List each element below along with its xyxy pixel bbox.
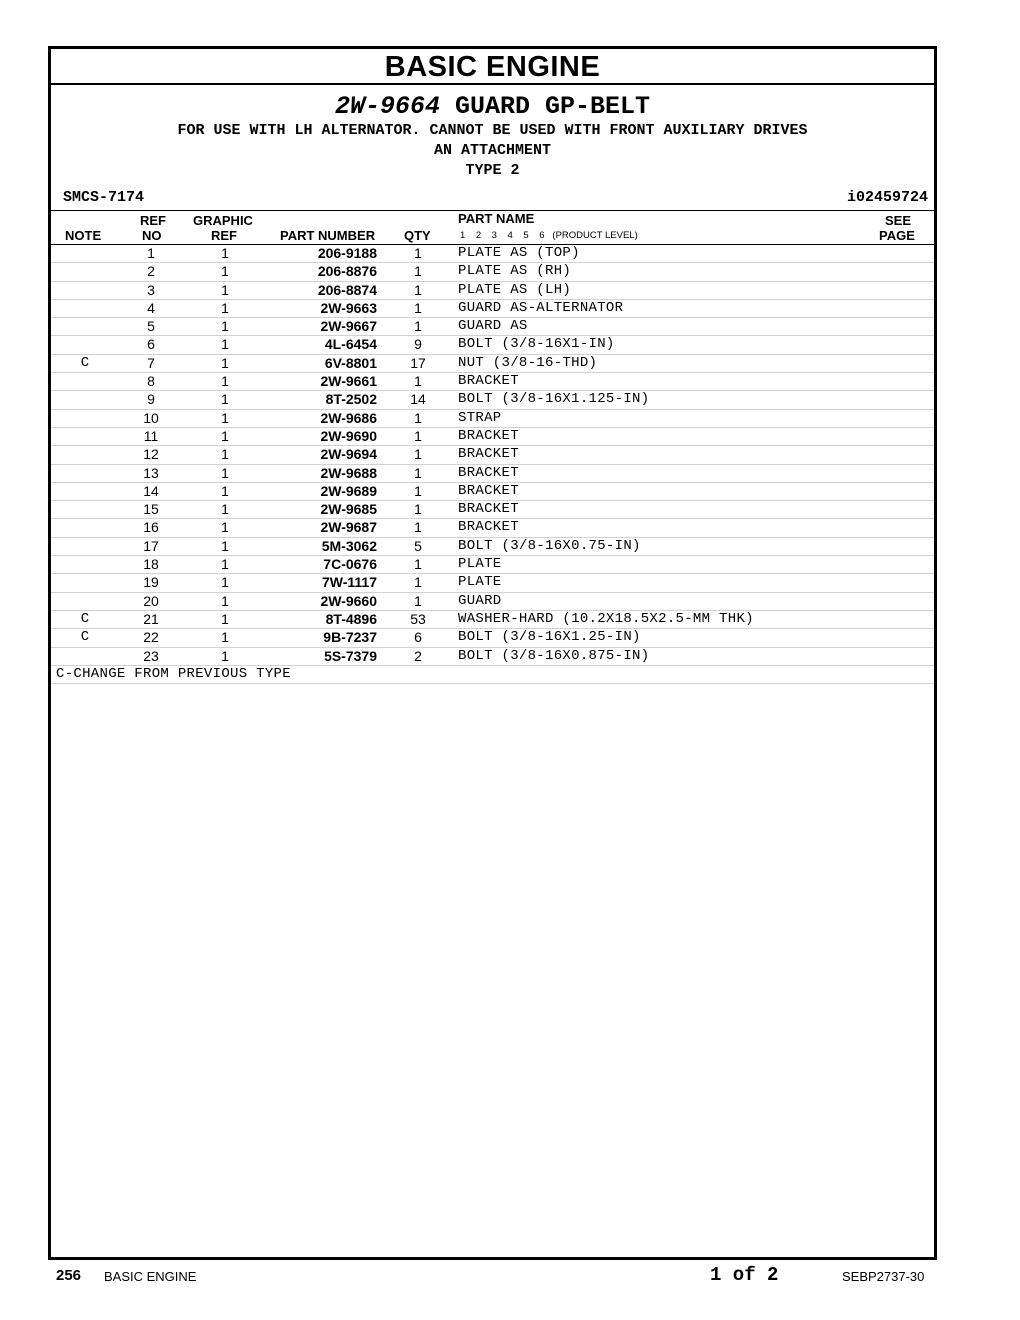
header-graphic-ref-line1: GRAPHIC (193, 213, 253, 228)
qty-cell: 1 (414, 574, 422, 591)
part-number-cell: 8T-2502 (325, 391, 377, 408)
part-number-cell: 2W-9663 (320, 299, 377, 316)
group-number: 2W-9664 (334, 92, 440, 121)
part-name-cell: NUT (3/8-16-THD) (458, 354, 598, 371)
part-name-cell: BRACKET (458, 519, 519, 536)
graphic-ref-cell: 1 (221, 263, 229, 280)
table-row (51, 245, 934, 263)
graphic-ref-cell: 1 (221, 299, 229, 316)
parts-table-body (51, 245, 934, 666)
ref-no-cell: 11 (143, 427, 159, 444)
part-number-cell: 206-8874 (317, 281, 377, 298)
group-name: GUARD GP-BELT (455, 92, 651, 121)
part-number-cell: 2W-9661 (320, 373, 377, 390)
qty-cell: 1 (414, 592, 422, 609)
qty-cell: 2 (414, 647, 422, 664)
table-row (51, 611, 934, 629)
ref-no-cell: 7 (147, 354, 155, 371)
ref-no-cell: 14 (143, 482, 159, 499)
part-number-cell: 5S-7379 (324, 647, 377, 664)
table-row (51, 465, 934, 483)
qty-cell: 1 (414, 519, 422, 536)
qty-cell: 9 (414, 336, 422, 353)
table-row (51, 300, 934, 318)
table-row (51, 593, 934, 611)
part-name-cell: PLATE (458, 556, 502, 573)
note-cell: C (80, 629, 90, 646)
ref-no-cell: 4 (147, 299, 155, 316)
part-name-cell: PLATE AS (RH) (458, 263, 572, 280)
smcs-code: SMCS-7174 (63, 189, 145, 206)
page-footer (0, 1260, 1020, 1290)
ref-no-cell: 1 (147, 245, 155, 261)
graphic-ref-cell: 1 (221, 391, 229, 408)
part-name-cell: PLATE AS (TOP) (458, 245, 580, 261)
graphic-ref-cell: 1 (221, 464, 229, 481)
graphic-ref-cell: 1 (221, 336, 229, 353)
graphic-ref-cell: 1 (221, 556, 229, 573)
part-name-cell: BRACKET (458, 373, 519, 390)
part-number-cell: 206-9188 (317, 245, 377, 261)
table-row (51, 263, 934, 281)
header-ref-line1: REF (140, 213, 166, 228)
part-name-cell: GUARD AS-ALTERNATOR (458, 299, 624, 316)
graphic-ref-cell: 1 (221, 245, 229, 261)
qty-cell: 1 (414, 556, 422, 573)
table-row (51, 629, 934, 647)
part-name-cell: BRACKET (458, 446, 519, 463)
header-qty: QTY (404, 228, 431, 243)
qty-cell: 1 (414, 263, 422, 280)
qty-cell: 1 (414, 318, 422, 335)
part-name-cell: PLATE AS (LH) (458, 281, 572, 298)
qty-cell: 1 (414, 464, 422, 481)
table-row (51, 428, 934, 446)
part-number-cell: 206-8876 (317, 263, 377, 280)
ref-no-cell: 23 (143, 647, 159, 664)
ref-no-cell: 9 (147, 391, 155, 408)
part-name-cell: BOLT (3/8-16X1.125-IN) (458, 391, 650, 408)
qty-cell: 1 (414, 281, 422, 298)
part-number-cell: 5M-3062 (321, 537, 377, 554)
part-number-cell: 4L-6454 (324, 336, 377, 353)
part-number-cell: 7C-0676 (323, 556, 377, 573)
ref-no-cell: 12 (143, 446, 159, 463)
qty-cell: 1 (414, 446, 422, 463)
graphic-ref-cell: 1 (221, 537, 229, 554)
group-note-attachment: AN ATTACHMENT (433, 142, 552, 159)
part-name-cell: STRAP (458, 409, 502, 426)
header-ref-line2: NO (142, 228, 162, 243)
graphic-ref-cell: 1 (221, 354, 229, 371)
table-row (51, 519, 934, 537)
table-row (51, 648, 934, 666)
part-number-cell: 2W-9687 (320, 519, 377, 536)
qty-cell: 1 (414, 427, 422, 444)
ref-no-cell: 16 (143, 519, 159, 536)
part-number-cell: 2W-9694 (320, 446, 377, 463)
graphic-ref-cell: 1 (221, 281, 229, 298)
qty-cell: 1 (414, 373, 422, 390)
parts-page-frame (48, 46, 937, 1260)
part-name-cell: BOLT (3/8-16X1.25-IN) (458, 629, 641, 646)
qty-cell: 1 (414, 501, 422, 518)
part-number-cell: 2W-9688 (320, 464, 377, 481)
graphic-ref-cell: 1 (221, 446, 229, 463)
graphic-ref-cell: 1 (221, 501, 229, 518)
qty-cell: 5 (414, 537, 422, 554)
table-row (51, 391, 934, 409)
part-number-cell: 2W-9689 (320, 482, 377, 499)
graphic-ref-cell: 1 (221, 482, 229, 499)
header-note: NOTE (65, 228, 102, 243)
graphic-ref-cell: 1 (221, 574, 229, 591)
graphic-ref-cell: 1 (221, 610, 229, 627)
part-number-cell: 2W-9667 (320, 318, 377, 335)
qty-cell: 17 (410, 354, 426, 371)
ref-no-cell: 17 (143, 537, 159, 554)
ref-no-cell: 21 (143, 610, 159, 627)
graphic-ref-cell: 1 (221, 373, 229, 390)
change-note: C-CHANGE FROM PREVIOUS TYPE (51, 666, 934, 684)
graphic-ref-cell: 1 (221, 519, 229, 536)
table-row (51, 574, 934, 592)
graphic-ref-cell: 1 (221, 318, 229, 335)
qty-cell: 1 (414, 409, 422, 426)
table-row (51, 483, 934, 501)
graphic-ref-cell: 1 (221, 427, 229, 444)
note-cell: C (80, 354, 90, 371)
table-row (51, 501, 934, 519)
part-number-cell: 2W-9690 (320, 427, 377, 444)
ref-no-cell: 3 (147, 281, 155, 298)
part-number-cell: 8T-4896 (325, 610, 377, 627)
part-name-cell: PLATE (458, 574, 502, 591)
graphic-ref-cell: 1 (221, 409, 229, 426)
qty-cell: 53 (410, 610, 426, 627)
table-header (51, 211, 934, 245)
note-cell: C (80, 610, 90, 627)
ref-no-cell: 13 (143, 464, 159, 481)
table-row (51, 355, 934, 373)
table-row (51, 556, 934, 574)
page-count: 1 of 2 (710, 1264, 779, 1286)
part-number-cell: 2W-9685 (320, 501, 377, 518)
document-id: SEBP2737-30 (842, 1269, 925, 1284)
section-title: BASIC ENGINE (51, 49, 934, 85)
part-name-cell: WASHER-HARD (10.2X18.5X2.5-MM THK) (458, 610, 754, 627)
part-name-cell: GUARD AS (458, 318, 528, 335)
ref-no-cell: 2 (147, 263, 155, 280)
ref-no-cell: 10 (143, 409, 159, 426)
part-name-cell: BRACKET (458, 482, 519, 499)
table-row (51, 410, 934, 428)
header-product-level: 1 2 3 4 5 6 (PRODUCT LEVEL) (460, 230, 638, 241)
ref-no-cell: 5 (147, 318, 155, 335)
part-name-cell: GUARD (458, 592, 502, 609)
header-part-number: PART NUMBER (280, 228, 376, 243)
part-number-cell: 2W-9660 (320, 592, 377, 609)
part-name-cell: BRACKET (458, 464, 519, 481)
header-see-page-line2: PAGE (879, 228, 915, 243)
part-name-cell: BOLT (3/8-16X0.875-IN) (458, 647, 650, 664)
group-title (51, 93, 934, 121)
graphic-ref-cell: 1 (221, 592, 229, 609)
graphic-ref-cell: 1 (221, 629, 229, 646)
qty-cell: 1 (414, 245, 422, 261)
qty-cell: 1 (414, 299, 422, 316)
qty-cell: 14 (410, 391, 426, 408)
table-row (51, 336, 934, 354)
group-note-type: TYPE 2 (465, 162, 520, 179)
part-number-cell: 6V-8801 (324, 354, 377, 371)
table-row (51, 446, 934, 464)
header-graphic-ref-line2: REF (211, 228, 237, 243)
illustration-id: i02459724 (846, 189, 928, 206)
part-name-cell: BOLT (3/8-16X0.75-IN) (458, 537, 641, 554)
header-part-name: PART NAME (458, 211, 535, 226)
group-note-usage: FOR USE WITH LH ALTERNATOR. CANNOT BE USED WITH FRONT AUXILIARY DRIVES (177, 122, 808, 139)
qty-cell: 1 (414, 482, 422, 499)
part-number-cell: 7W-1117 (322, 574, 377, 591)
identifier-bar (51, 186, 934, 210)
part-number-cell: 2W-9686 (320, 409, 377, 426)
ref-no-cell: 6 (147, 336, 155, 353)
header-see-page-line1: SEE (885, 213, 912, 228)
ref-no-cell: 8 (147, 373, 155, 390)
ref-no-cell: 19 (143, 574, 159, 591)
graphic-ref-cell: 1 (221, 647, 229, 664)
table-row (51, 282, 934, 300)
table-row (51, 373, 934, 391)
footer-section: BASIC ENGINE (104, 1269, 197, 1284)
part-name-cell: BOLT (3/8-16X1-IN) (458, 336, 615, 353)
part-name-cell: BRACKET (458, 501, 519, 518)
ref-no-cell: 20 (143, 592, 159, 609)
part-number-cell: 9B-7237 (323, 629, 377, 646)
ref-no-cell: 22 (143, 629, 159, 646)
qty-cell: 6 (414, 629, 422, 646)
page-number: 256 (56, 1267, 82, 1284)
part-name-cell: BRACKET (458, 427, 519, 444)
table-row (51, 318, 934, 336)
ref-no-cell: 18 (143, 556, 159, 573)
table-row (51, 538, 934, 556)
ref-no-cell: 15 (143, 501, 159, 518)
